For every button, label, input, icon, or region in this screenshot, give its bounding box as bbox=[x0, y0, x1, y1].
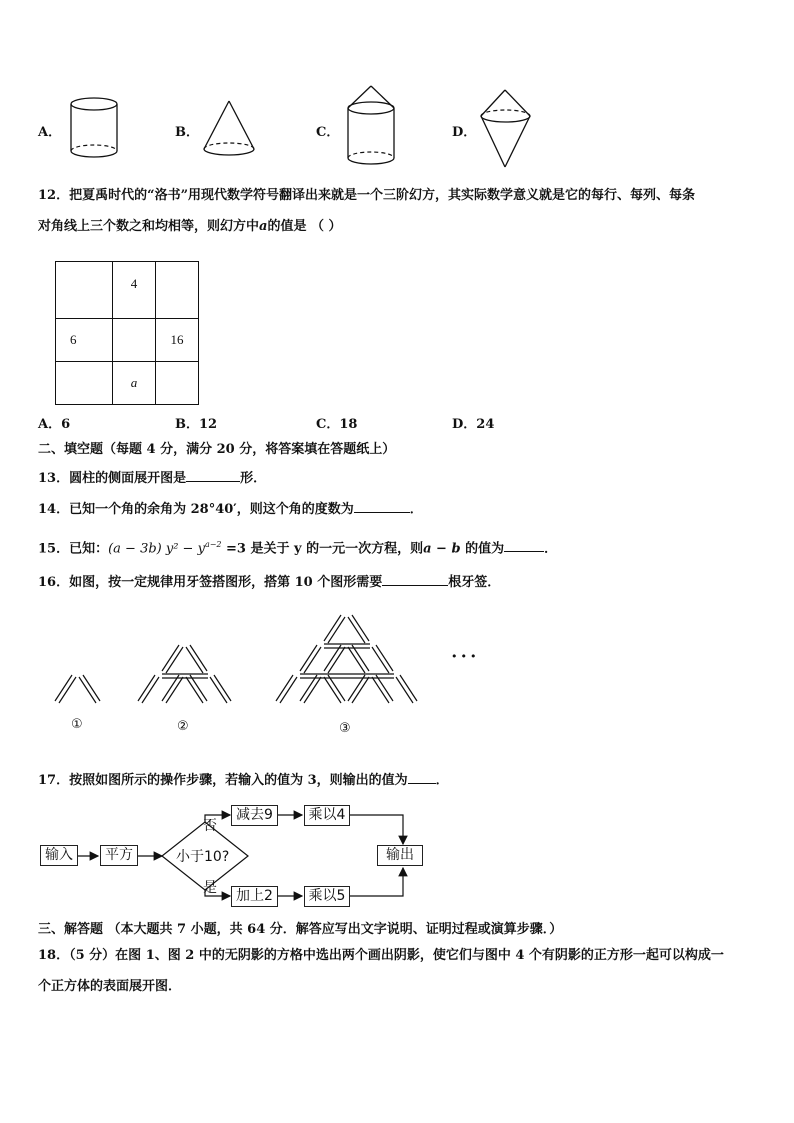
grid-cell: 4 bbox=[113, 262, 156, 319]
option-c-label: C． bbox=[316, 125, 340, 140]
grid-cell: a bbox=[113, 362, 156, 405]
flow-multiply5-box: 乘以5 bbox=[304, 886, 350, 907]
section-3-heading: 三、解答题 （本大题共 7 小题，共 64 分．解答应写出文字说明、证明过程或演算步骤．） bbox=[38, 922, 563, 937]
q12-option-c: C．18 bbox=[316, 417, 358, 432]
figure-2-label: ② bbox=[177, 719, 189, 734]
option-d-label: D． bbox=[452, 125, 477, 140]
q12-line1: 12．把夏禹时代的“洛书”用现代数学符号翻译出来就是一个三阶幻方，其实际数学意义就是它的每行、每列、每条 bbox=[38, 188, 696, 203]
q14: 14．已知一个角的余角为 28°40′，则这个角的度数为 ． bbox=[38, 502, 423, 517]
flow-multiply4-box: 乘以4 bbox=[304, 805, 350, 826]
figure-1-label: ① bbox=[71, 717, 83, 732]
q15: 15．已知：(a − 3b) $y^2 - y^{a-2} =3$ 是关于 y 的一元一次方程，则a − b 的值为 ． bbox=[38, 540, 558, 557]
q18-line1: 18．（5 分）在图 1、图 2 中的无阴影的方格中选出两个画出阴影，使它们与图中 4 个有阴影的正方形一起可以构成一 bbox=[38, 948, 724, 963]
flow-condition-label: 小于10? bbox=[176, 849, 230, 865]
option-b-label: B． bbox=[175, 125, 199, 140]
flow-input-box: 输入 bbox=[40, 845, 78, 866]
ellipsis-dots: ••• bbox=[451, 650, 480, 663]
flow-add-box: 加上2 bbox=[231, 886, 278, 907]
flow-square-box: 平方 bbox=[100, 845, 138, 866]
q18-line2: 个正方体的表面展开图． bbox=[38, 979, 182, 994]
option-a-label: A． bbox=[38, 125, 62, 140]
flow-output-box: 输出 bbox=[377, 845, 423, 866]
q16: 16．如图，按一定规律用牙签搭图形，搭第 10 个图形需要 根牙签． bbox=[38, 575, 501, 590]
q17: 17．按照如图所示的操作步骤，若输入的值为 3，则输出的值为 ． bbox=[38, 773, 449, 788]
q13: 13．圆柱的侧面展开图是 形． bbox=[38, 471, 267, 486]
q12-line2: 对角线上三个数之和均相等，则幻方中a的值是 （ ） bbox=[38, 219, 342, 234]
flow-subtract-box: 减去9 bbox=[231, 805, 278, 826]
q12-option-d: D．24 bbox=[452, 417, 495, 432]
flow-no-label: 否 bbox=[203, 818, 217, 834]
grid-cell: 16 bbox=[156, 319, 199, 362]
figure-3-label: ③ bbox=[339, 721, 351, 736]
flow-yes-label: 是 bbox=[203, 880, 217, 896]
section-2-heading: 二、填空题（每题 4 分，满分 20 分，将答案填在答题纸上） bbox=[38, 442, 396, 457]
q12-option-a: A．6 bbox=[38, 417, 71, 432]
q12-option-b: B．12 bbox=[175, 417, 218, 432]
grid-cell: 6 bbox=[56, 319, 113, 362]
